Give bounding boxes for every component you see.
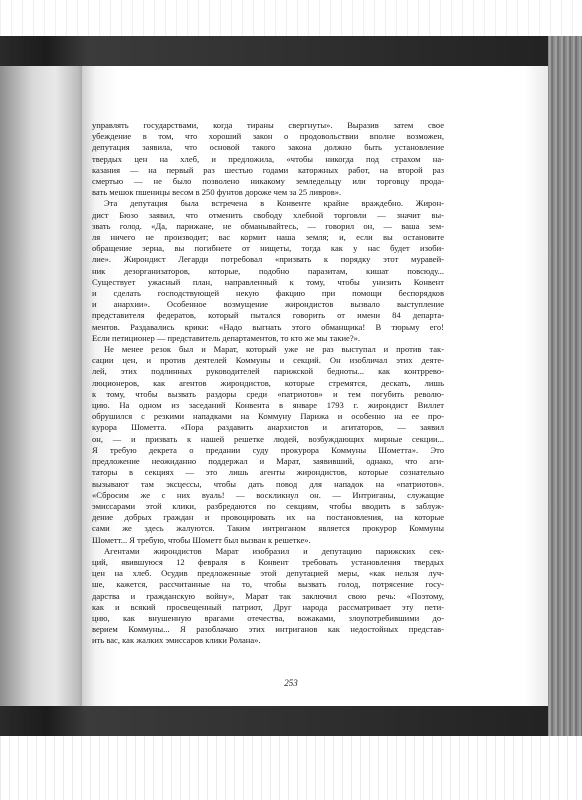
text-line: казания — на первый раз шестью годами каторжных работ, на второй раз <box>92 164 444 175</box>
text-line: обрушился с резкими нападками на Коммуну Парижа и особенно на ее про- <box>92 411 444 422</box>
text-line: Я требую декрета о предании суду прокурора Коммуны Шометта». Это <box>92 444 444 455</box>
text-line: курора Шометта. «Пора раздавить анархистов и агитаторов, — заявил <box>92 422 444 433</box>
text-line: Если петиционер — представитель департаментов, то кто же мы такие?». <box>92 332 361 343</box>
text-line: ить вас, как жалких эмиссаров клики Ролана». <box>92 635 261 646</box>
text-line: убеждение в том, что хороший закон о продовольствии вполне возможен, <box>92 131 444 142</box>
text-line: лей, этих подлинных руководителей парижской бедноты... как контррево- <box>92 366 444 377</box>
text-line: и сделать господствующей некую факцию при помощи беспорядков <box>92 288 444 299</box>
text-line: верием Коммуны... Я разоблачаю этих интриганов как недостойных представ- <box>92 624 444 635</box>
text-line: цию, как внушенную врагами отечества, вожаками, злоупотребившими до- <box>92 612 444 623</box>
text-line: ник дезорганизаторов, которые, подобно паразитам, кишат повсюду... <box>92 265 444 276</box>
text-line: сами же здесь жалуются. Таким интриганом является прокурор Коммуны <box>92 523 444 534</box>
text-line: вать мешок пшеницы весом в 250 фунтов дороже чем за 25 ливров». <box>92 187 342 198</box>
left-page-edge <box>0 66 92 706</box>
text-line: твердых цен на хлеб, и предложила, «чтобы никогда под страхом на- <box>92 153 444 164</box>
text-line: смертью — не было позволено никакому земледельцу или торговцу прода- <box>92 176 444 187</box>
text-line: депутация заявила, что основой такого закона должно быть установление <box>92 142 444 153</box>
scan-artifact-top <box>0 0 582 36</box>
text-line: «Сбросим же с них вуаль! — воскликнул он. — Интриганы, служащие <box>92 489 444 500</box>
text-line: лие». Жирондист Легарди потребовал «призвать к порядку этот муравей- <box>92 254 444 265</box>
text-line: эмиссарами этой клики, разбредаются по секциям, чтобы вводить в заблуж- <box>92 500 444 511</box>
body-text <box>92 120 444 647</box>
text-line: ций, явившуюся 12 февраля в Конвент требовать установления твердых <box>92 556 444 567</box>
text-line: он, — и призвать к нашей решетке людей, возбуждающих мирные секции... <box>92 433 444 444</box>
text-line: управлять государствами, когда тираны свергнуты». Выразив затем свое <box>92 120 444 130</box>
text-line: к тому, чтобы вызвать раздоры среди «патриотов» и тем погубить револю- <box>92 388 444 399</box>
text-line: представителя федератов, который пытался говорить от имени 84 департа- <box>92 310 444 321</box>
text-line: предложение неожиданно поддержал и Марат, заявивший, однако, что аги- <box>92 456 444 467</box>
text-line: таторы в секциях — это лишь агенты жирондистов, которые сознательно <box>92 467 444 478</box>
text-line: звать голод. «Да, парижане, не обманывайтесь, — говорил он, — ваша зем- <box>92 220 444 231</box>
page-number: 253 <box>284 678 298 688</box>
text-line: как и всякий просвещенный патриот, Друг народа рассматривает эту пети- <box>92 601 444 612</box>
text-line: Эта депутация была встречена в Конвенте крайне враждебно. Жирон- <box>104 198 444 209</box>
text-line: Агентами жирондистов Марат изобразил и депутацию парижских сек- <box>104 545 444 556</box>
text-line: люционеров, как агентов жирондистов, которые стремятся, дескать, лишь <box>92 377 444 388</box>
text-line: ля ничего не производит; вас кормит наша земля; и, если вы остановите <box>92 232 444 243</box>
text-line: обращение зерна, вы погибнете от нищеты, тогда как у нас будет изоби- <box>92 243 444 254</box>
right-page-edge <box>548 36 582 736</box>
text-line: и анархии». Особенное возмущение жирондистов вызвало выступление <box>92 299 444 310</box>
text-line: дист Бюзо заявил, что отменить свободу хлебной торговли — значит вы- <box>92 209 444 220</box>
text-line: цию. На одном из заседаний Конвента в январе 1793 г. жирондист Виллет <box>92 400 444 411</box>
text-line: дение добрых граждан и провоцировать их на постановления, на которые <box>92 512 444 523</box>
text-line: ментов. Раздавались крики: «Надо выгнать этого обманщика! В тюрьму его! <box>92 321 444 332</box>
text-line: сации цен, и против деятелей Коммуны и секций. Он изобличал этих деяте- <box>92 355 444 366</box>
text-line: дарства и гражданскую войну», Марат так заключил свою речь: «Поэтому, <box>92 590 444 601</box>
scan-artifact-bottom <box>0 736 582 800</box>
text-line: вызывают там эксцессы, чтобы дать повод для нападок на «патриотов». <box>92 478 444 489</box>
text-line: Не менее резок был и Марат, который уже не раз выступал и против так- <box>104 344 444 355</box>
text-line: цен на хлеб. Осудив предложенные этой депутацией меры, «как нельзя луч- <box>92 568 444 579</box>
text-line: Шометт... Я требую, чтобы Шометт был вызван к решетке». <box>92 534 311 545</box>
text-line: ше, кажется, рассчитанные на то, чтобы вызвать голод, потрясение госу- <box>92 579 444 590</box>
text-line: Существует ужасный план, направленный к тому, чтобы унизить Конвент <box>92 276 444 287</box>
